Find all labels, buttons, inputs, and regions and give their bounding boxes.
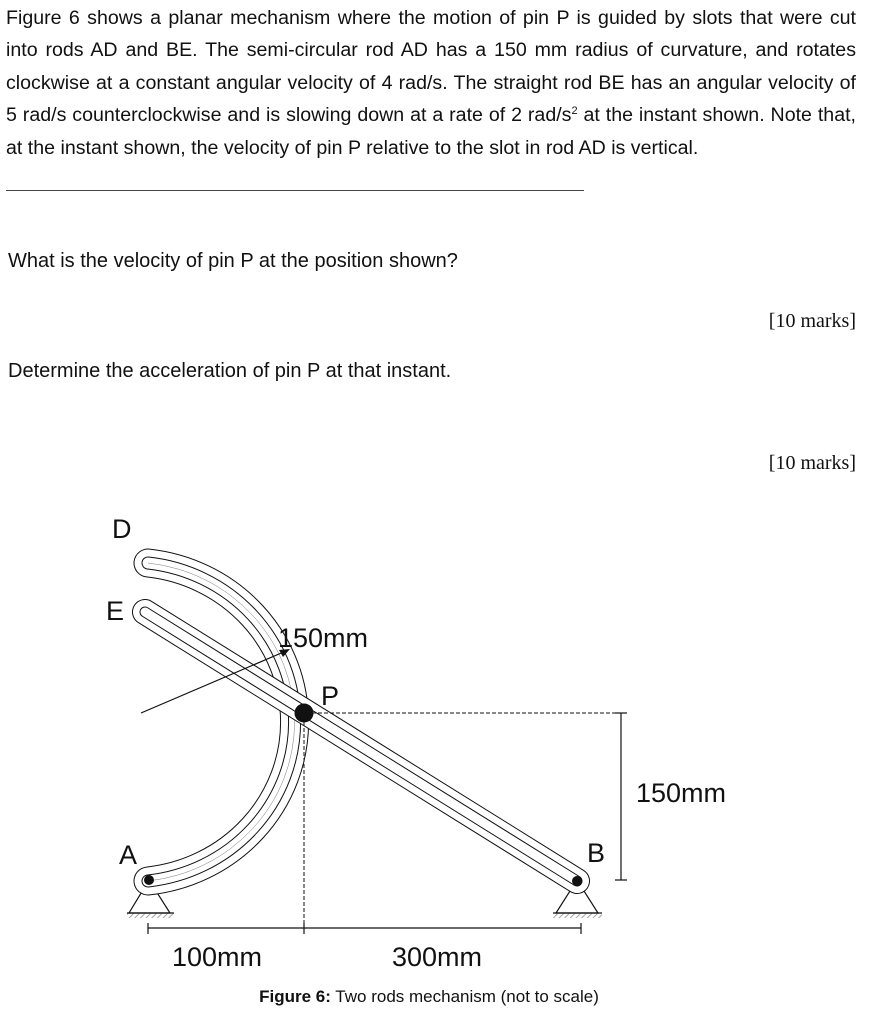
rod-ad — [148, 563, 295, 881]
figure-caption — [0, 987, 858, 1007]
pivot-a — [144, 875, 154, 885]
label-b: B — [587, 838, 606, 868]
label-height: 150mm — [636, 778, 727, 808]
label-a: A — [119, 840, 138, 870]
label-p: P — [321, 681, 340, 711]
problem-superscript: 2 — [571, 105, 578, 118]
label-left-dim: 100mm — [172, 942, 263, 972]
label-right-dim: 300mm — [392, 942, 483, 972]
statement-underline — [6, 190, 584, 191]
caption-label: Figure 6: — [259, 987, 331, 1006]
pivot-b — [572, 876, 582, 886]
height-dimension — [615, 713, 627, 880]
label-d: D — [112, 514, 132, 544]
problem-text-part-1: Figure 6 shows a planar mechanism where the motion of pin P is guided by slots that were cut into rods AD and BE. The semi-circular rod AD has a 150 mm radius of curvature, and rotates clockwise at a constant angular velocity of 4 rad/s. The straight rod BE has an angular velocity of 5 rad/s counterclockwise and is slowing down at a rate of 2 rad/s — [6, 7, 856, 127]
slot-ad — [148, 563, 295, 881]
pin-p — [295, 704, 314, 723]
problem-statement — [6, 2, 856, 164]
question-acceleration: Determine the acceleration of pin P at that instant. — [8, 360, 452, 382]
label-e: E — [106, 596, 125, 626]
marks-acceleration: [10 marks] — [768, 452, 856, 474]
problem-text-part-2: at the instant shown. Note that, at the instant shown, the velocity of pin P relative to the slot in rod AD is vertical. — [6, 104, 856, 159]
mechanism-figure — [0, 500, 872, 985]
horizontal-dimension — [148, 923, 581, 934]
question-velocity: What is the velocity of pin P at the position shown? — [8, 250, 458, 272]
marks-velocity: [10 marks] — [768, 310, 856, 332]
caption-text: Two rods mechanism (not to scale) — [330, 987, 599, 1006]
label-radius: 150mm — [278, 623, 369, 653]
